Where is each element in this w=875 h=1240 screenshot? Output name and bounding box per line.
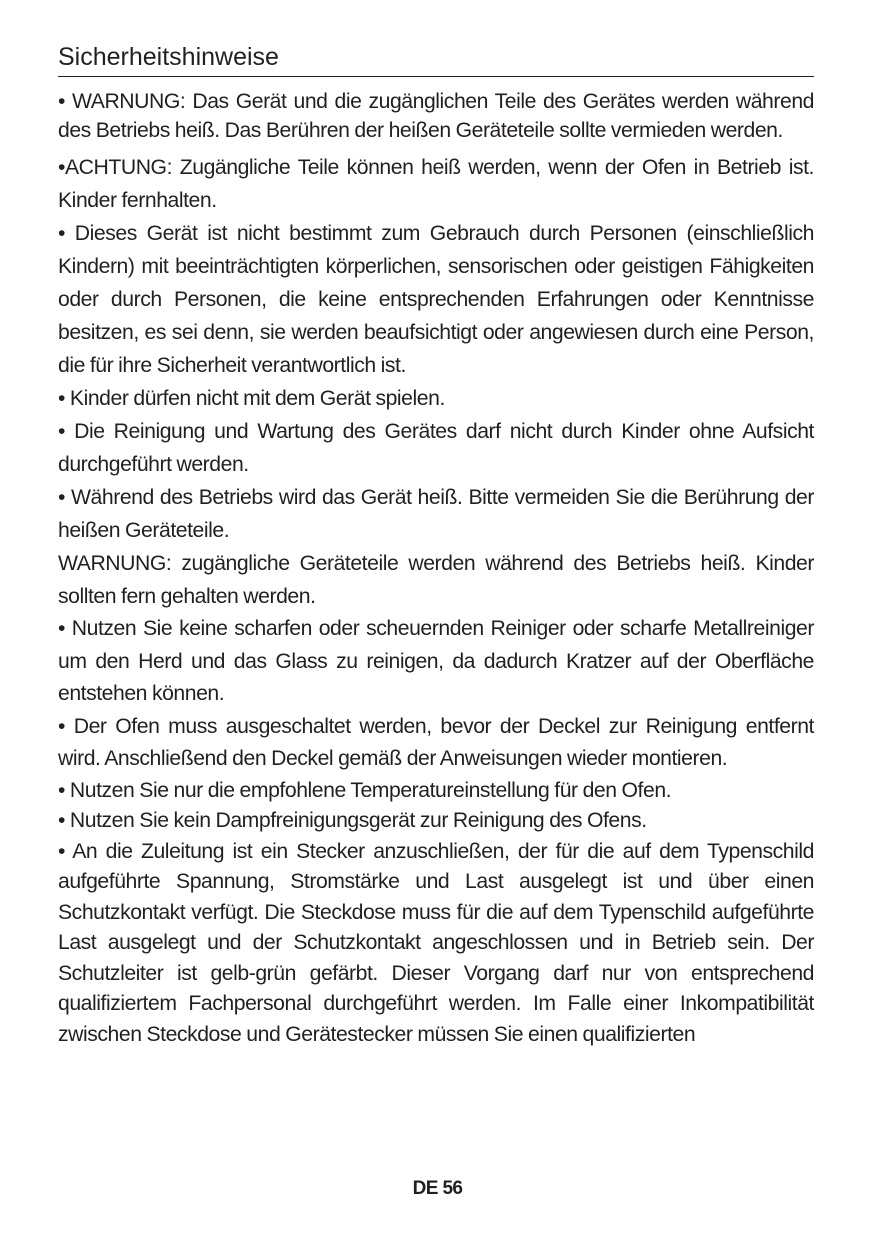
safety-instructions-body [58,77,814,1050]
paragraph-restricted-persons: • Dieses Gerät ist nicht bestimmt zum Gebrauch durch Personen (einschließlich Kindern) mit beeinträchtigten körperlichen, sensorischen oder geistigen Fähigkeiten oder durch Personen, die keine entsprechenden Erfahrungen oder Kenntnisse besitzen, es sei denn, sie werden beaufsichtigt oder angewiesen durch eine Person, die für ihre Sicherheit verantwortlich ist. [58,222,814,377]
paragraph-warning-accessible-parts: WARNUNG: zugängliche Geräteteile werden während des Betriebs heiß. Kinder sollten fern gehalten werden. [58,552,814,608]
paragraph-warning-hot-parts: • WARNUNG: Das Gerät und die zugänglichen Teile des Gerätes werden während des Betriebs heiß. Das Berühren der heißen Geräteteile sollte vermieden werden. [58,90,814,142]
paragraph-switch-off-before-cleaning: • Der Ofen muss ausgeschaltet werden, bevor der Deckel zur Reinigung entfernt wird. Anschließend den Deckel gemäß der Anweisungen wieder montieren. [58,714,814,770]
paragraph-caution-children: •ACHTUNG: Zugängliche Teile können heiß werden, wenn der Ofen in Betrieb ist. Kinder fernhalten. [58,156,814,212]
paragraph-no-steam-cleaner: • Nutzen Sie kein Dampfreinigungsgerät zur Reinigung des Ofens. [58,809,647,832]
page-number: DE 56 [412,1178,463,1199]
paragraph-cleaning-supervision: • Die Reinigung und Wartung des Gerätes darf nicht durch Kinder ohne Aufsicht durchgeführt werden. [58,420,814,476]
paragraph-children-play: • Kinder dürfen nicht mit dem Gerät spielen. [58,387,445,410]
paragraph-plug-connection: • An die Zuleitung ist ein Stecker anzuschließen, der für die auf dem Typenschild aufgeführte Spannung, Stromstärke und Last ausgelegt ist und über einen Schutzkontakt verfügt. Die Steckdose muss für die auf dem Typenschild aufgeführte Last ausgelegt und der Schutzkontakt angeschlossen und in Betrieb sein. Der Schutzleiter ist gelb-grün gefärbt. Dieser Vorgang darf nur von entsprechend qualifiziertem Fachpersonal durchgeführt werden. Im Falle einer Inkompatibilität zwischen Steckdose und Gerätestecker müssen Sie einen qualifizierten [58,839,814,1046]
section-heading: Sicherheitshinweise [58,40,814,77]
document-page [58,40,814,1050]
paragraph-operation-hot: • Während des Betriebs wird das Gerät heiß. Bitte vermeiden Sie die Berührung der heißen Geräteteile. [58,486,814,542]
paragraph-recommended-temperature: • Nutzen Sie nur die empfohlene Temperatureinstellung für den Ofen. [58,778,672,802]
paragraph-no-abrasive-cleaners: • Nutzen Sie keine scharfen oder scheuernden Reiniger oder scharfe Metallreiniger um den Herd und das Glass zu reinigen, da dadurch Kratzer auf der Oberfläche entstehen können. [58,617,814,705]
